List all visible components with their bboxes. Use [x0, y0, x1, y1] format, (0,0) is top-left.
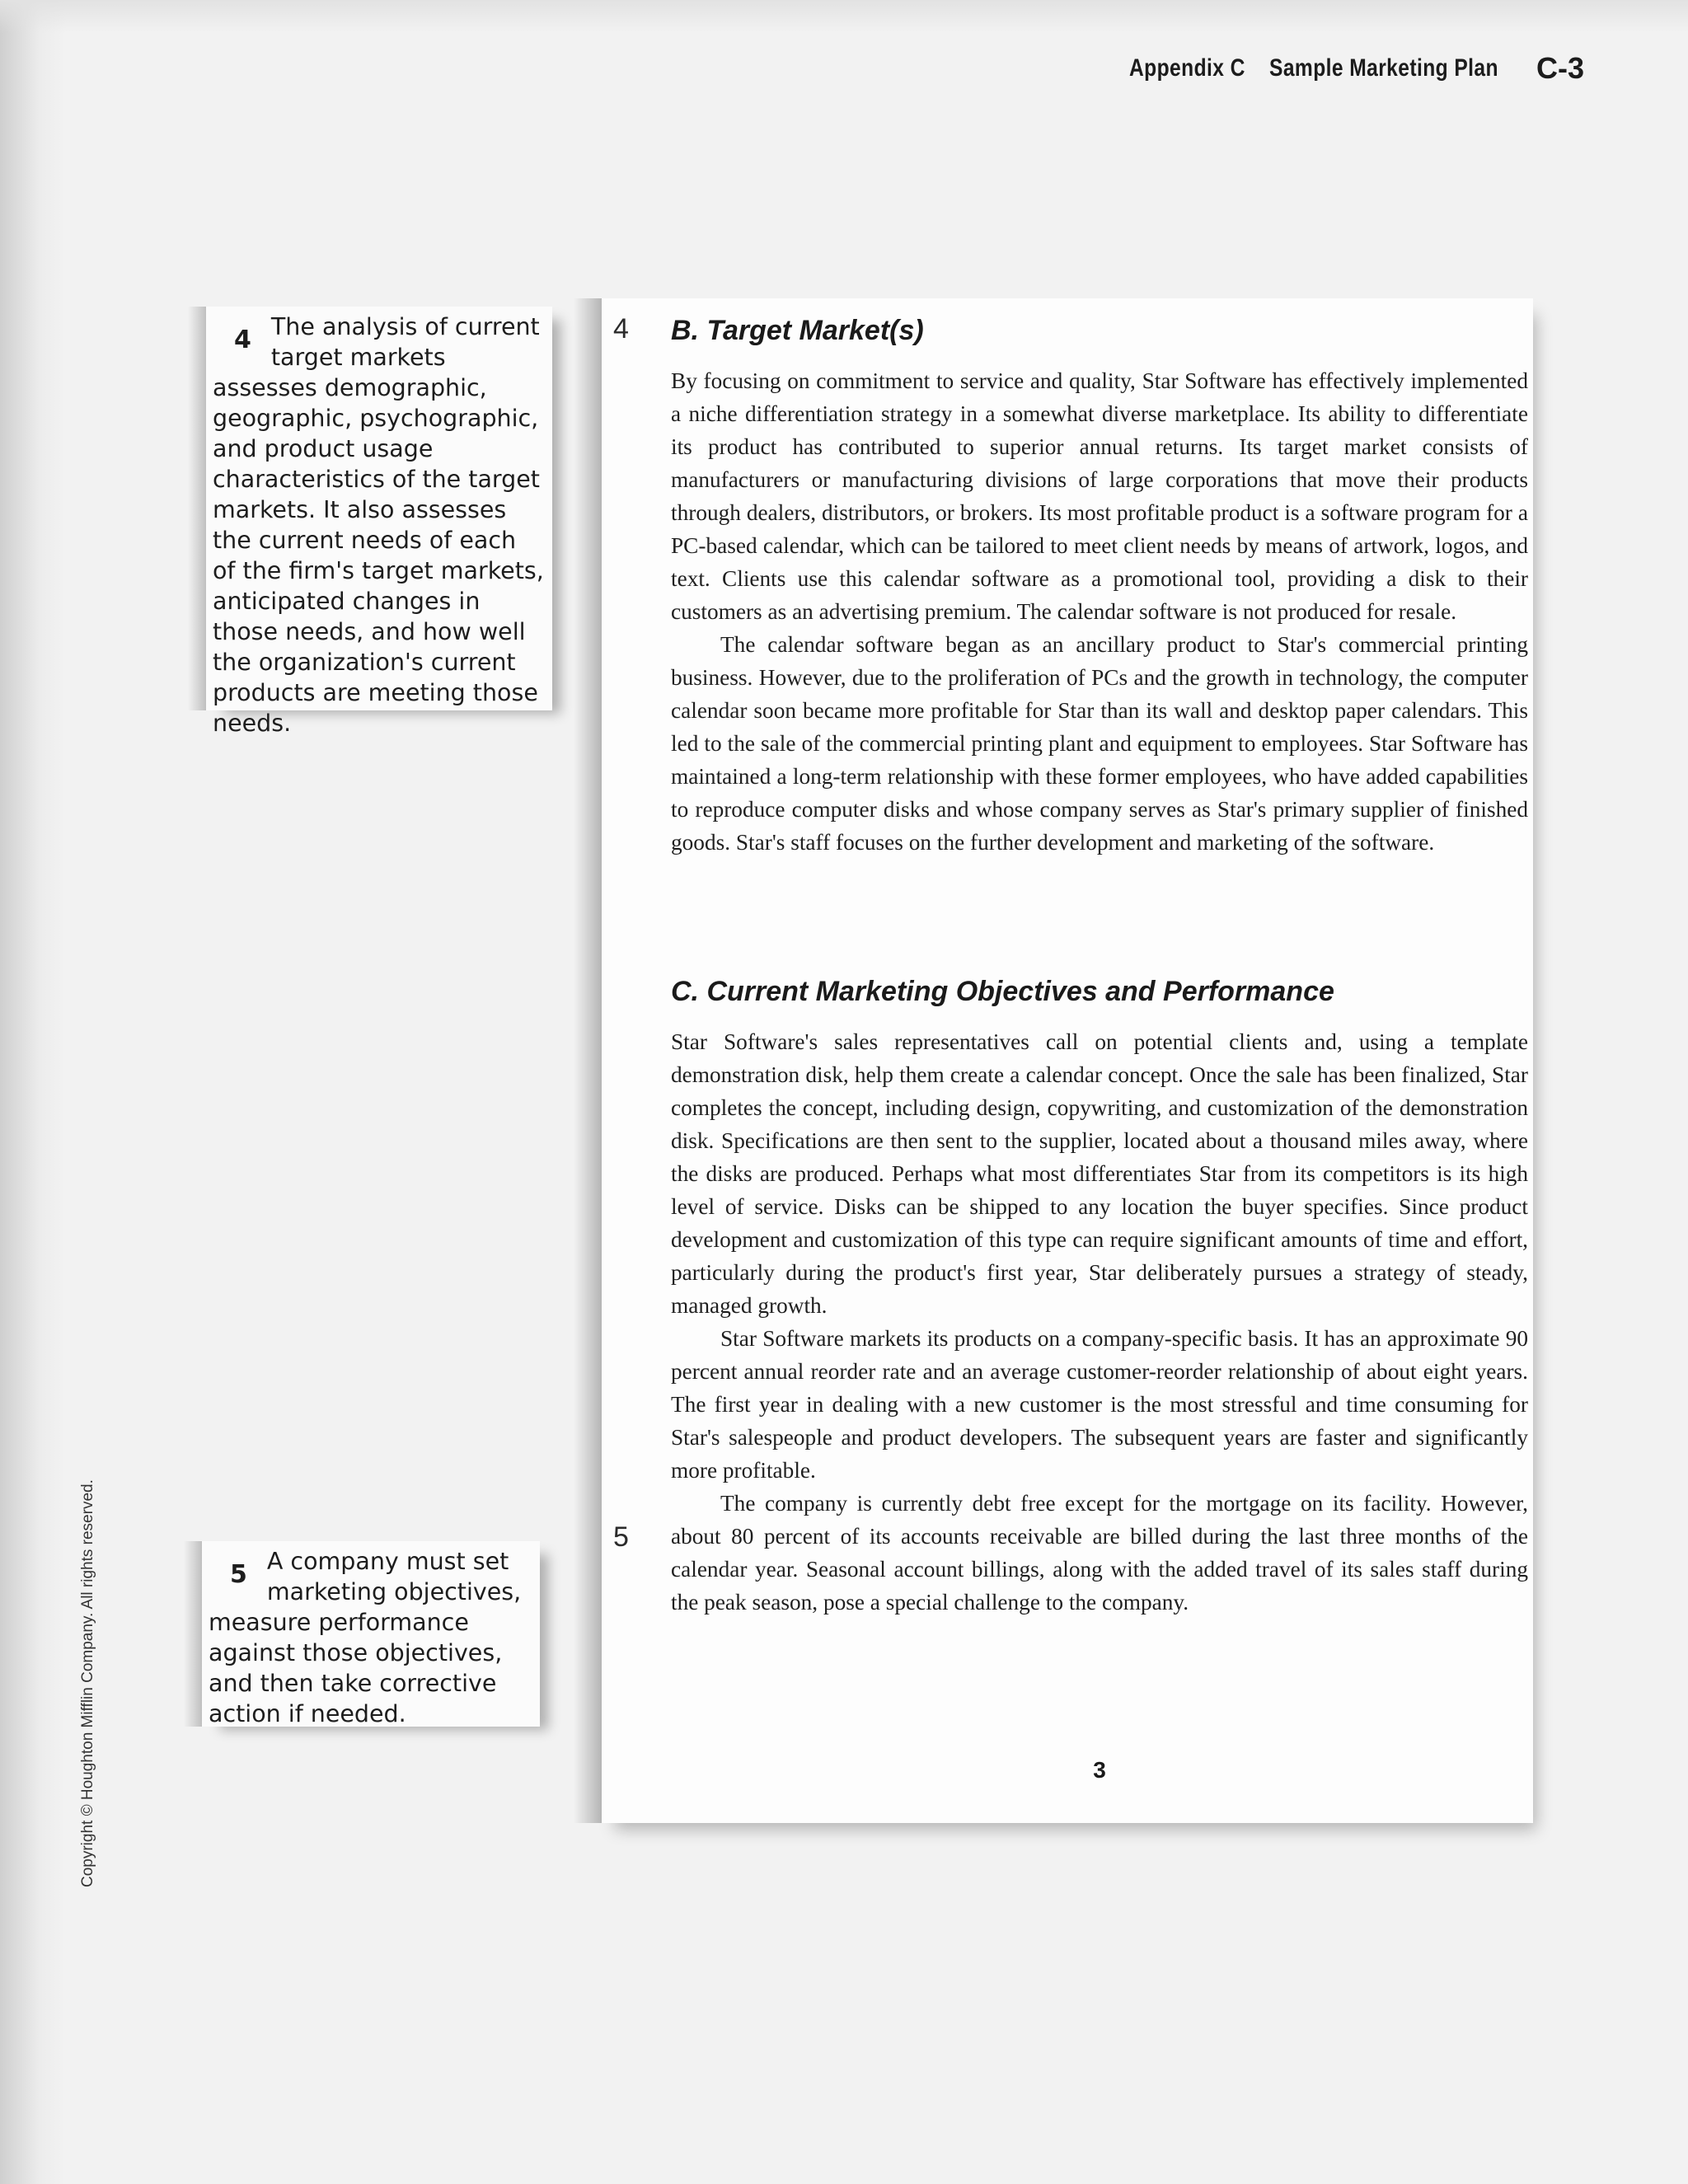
section-heading-target-markets: B. Target Market(s)	[671, 315, 924, 346]
sidenote-5-number: 5	[230, 1560, 247, 1589]
page-label: C-3	[1536, 51, 1584, 85]
sidenote-5-first-line: A company must set marketing objectives,	[266, 1548, 522, 1605]
margin-marker-4: 4	[613, 313, 629, 344]
page-number: 3	[1093, 1757, 1106, 1783]
section-body-target-markets	[671, 364, 1528, 859]
margin-marker-5: 5	[613, 1521, 629, 1553]
section-heading-objectives: C. Current Marketing Objectives and Performance	[671, 976, 1334, 1007]
sidenote-4-text	[213, 312, 546, 738]
paragraph: Star Software markets its products on a company-specific basis. It has an approximate 90 percent annual reorder rate and an average customer-reorder relationship of about eight years. The first year in dealing with a new customer is the most stressful and time consuming for Star's salespeople and product developers. The subsequent years are faster and significantly more profitable.	[671, 1326, 1528, 1483]
scan-shading-top	[0, 0, 1688, 33]
sidenote-5-text	[209, 1546, 533, 1729]
copyright-notice: Copyright © Houghton Mifflin Company. All rights reserved.	[79, 1479, 96, 1887]
appendix-label: Appendix C	[1129, 54, 1245, 82]
sidenote-4	[206, 307, 552, 737]
paragraph: The calendar software began as an ancillary product to Star's commercial printing business. However, due to the proliferation of PCs and the growth in technology, the computer calendar soon became more profitable for Star than its wall and desktop paper calendars. This led to the sale of the commercial printing plant and equipment to employees. Star Software has maintained a long-term relationship with these former employees, who have added capabilities to reproduce computer disks and whose company serves as Star's primary supplier of finished goods. Star's staff focuses on the further development and marketing of the software.	[671, 632, 1528, 855]
sidenote-4-number: 4	[234, 326, 251, 354]
appendix-title: Sample Marketing Plan	[1269, 54, 1498, 82]
paragraph: By focusing on commitment to service and quality, Star Software has effectively implemented a niche differentiation strategy in a somewhat diverse marketplace. Its ability to differentiate its product has contributed to superior annual returns. Its target market consists of manufacturers or manufacturing divisions of large corporations that move their products through dealers, distributors, or brokers. Its most profitable product is a software program for a PC-based calendar, which can be tailored to meet client needs by means of artwork, logos, and text. Clients use this calendar software as a promotional tool, providing a disk to their customers as an advertising premium. The calendar software is not produced for resale.	[671, 368, 1528, 624]
document-page	[602, 298, 1533, 1823]
sidenote-5-body: measure performance against those objectives, and then take corrective action if needed.	[209, 1609, 503, 1727]
sidenote-4-first-line: The analysis of current target markets assesses	[213, 313, 540, 401]
running-header	[1129, 49, 1591, 91]
paragraph: The company is currently debt free except for the mortgage on its facility. However, about 80 percent of its accounts receivable are billed during the last three months of the calendar year. Seasonal account billings, along with the added travel of its sales staff during the peak season, pose a special challenge to the company.	[671, 1491, 1528, 1615]
sidenote-4-body: demographic, geographic, psychographic, and product usage characteristics of the target markets. It also assesses the current needs of each of the firm's target markets, anticipated changes in those needs, and how well the organization's current products are meeting those needs.	[213, 374, 544, 737]
section-body-objectives	[671, 1025, 1528, 1619]
paragraph: Star Software's sales representatives call on potential clients and, using a template demonstration disk, help them create a calendar concept. Once the sale has been finalized, Star completes the concept, including design, copywriting, and customization of the demonstration disk. Specifications are then sent to the supplier, located about a thousand miles away, where the disks are produced. Perhaps what most differentiates Star from its competitors is its high level of service. Disks can be shipped to any location the buyer specifies. Since product development and customization of this type can require significant amounts of time and effort, particularly during the product's first year, Star deliberately pursues a strategy of steady, managed growth.	[671, 1029, 1528, 1318]
sidenote-5	[202, 1541, 540, 1727]
scan-shading-left	[0, 0, 66, 2184]
